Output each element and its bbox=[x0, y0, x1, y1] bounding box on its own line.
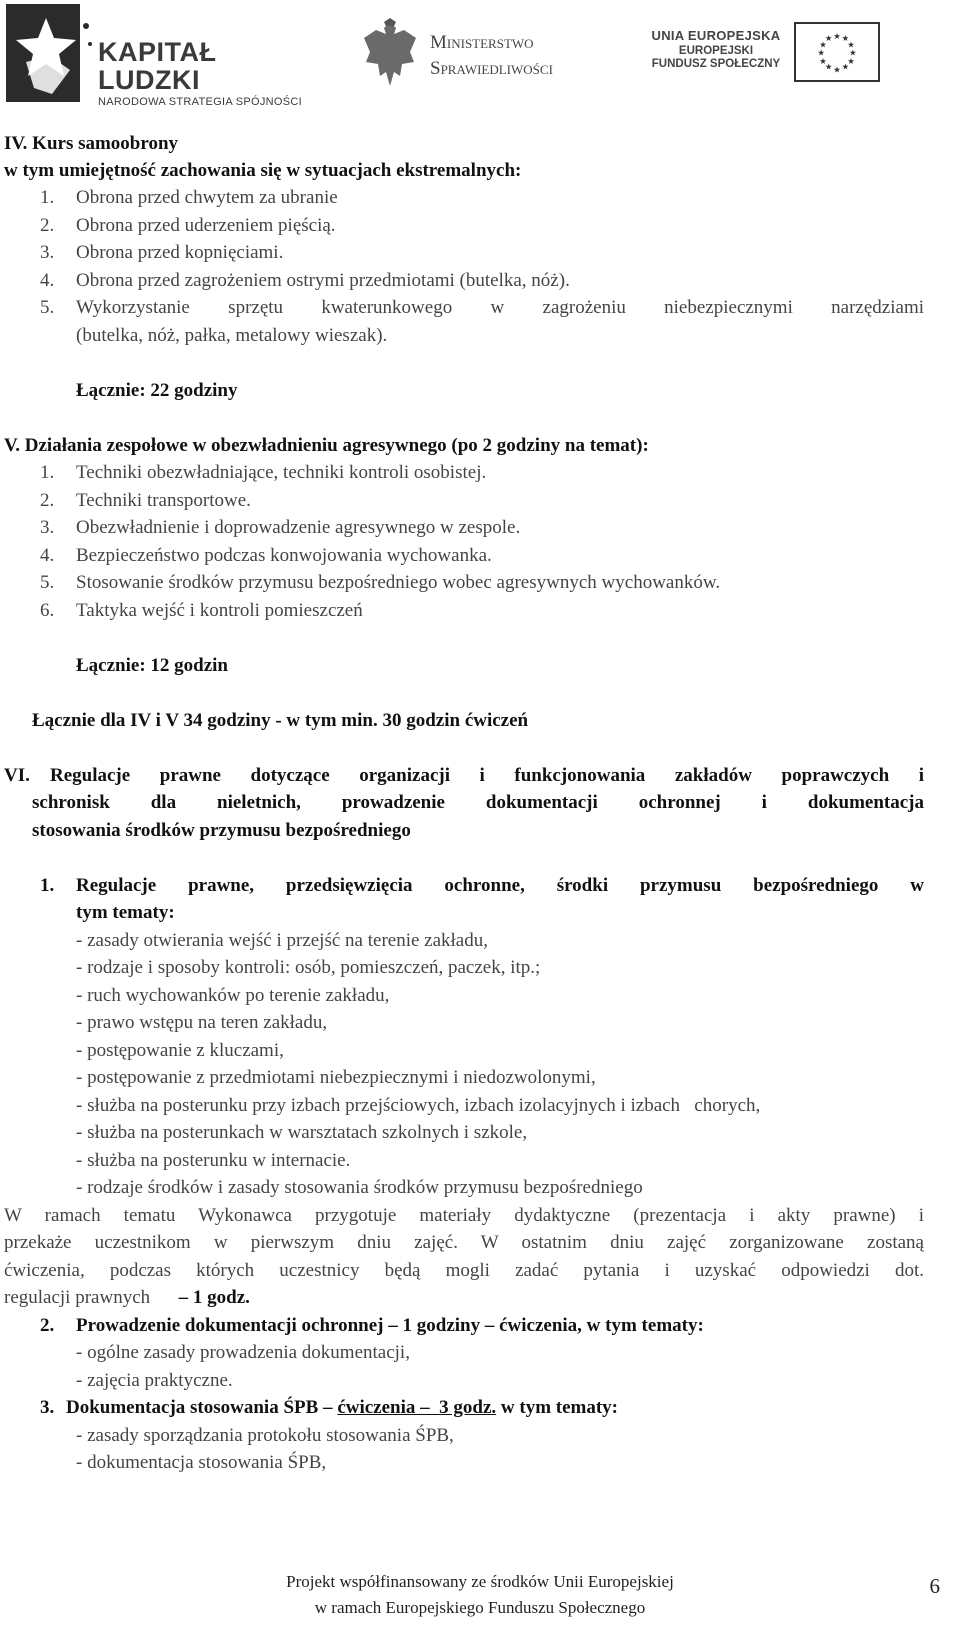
eu-logo bbox=[650, 22, 885, 88]
svg-text:★: ★ bbox=[833, 64, 841, 75]
svg-text:★: ★ bbox=[849, 47, 857, 58]
section-6-title-line-2: schronisk dla nieletnich, prowadzenie dokumentacji ochronnej i dokumentacja bbox=[32, 792, 924, 813]
bullet-item: - zasady otwierania wejść i przejść na terenie zakładu, bbox=[76, 930, 488, 951]
list-item: Obrona przed kopnięciami. bbox=[76, 242, 284, 263]
kapital-ludzki-subtitle: NARODOWA STRATEGIA SPÓJNOŚCI bbox=[98, 96, 302, 108]
subsection-3-title-main: Dokumentacja stosowania ŚPB – bbox=[66, 1397, 338, 1418]
paragraph-line-4-hours: – 1 godz. bbox=[178, 1287, 250, 1308]
eagle-emblem-icon bbox=[360, 18, 420, 90]
section-5-title: V. Działania zespołowe w obezwładnieniu agresywnego (po 2 godziny na temat): bbox=[4, 435, 649, 456]
list-item: Obrona przed zagrożeniem ostrymi przedmiotami (butelka, nóż). bbox=[76, 270, 570, 291]
eu-line-3: FUNDUSZ SPOŁECZNY bbox=[651, 58, 781, 70]
paragraph-line-3: ćwiczenia, podczas których uczestnicy będą mogli zadać pytania i uzyskać odpowiedzi dot. bbox=[4, 1260, 924, 1281]
list-item: Obrona przed uderzeniem pięścią. bbox=[76, 215, 336, 236]
svg-text:★: ★ bbox=[841, 32, 850, 43]
section-6-title-line-1: Regulacje prawne dotyczące organizacji i funkcjonowania zakładów poprawczych i bbox=[50, 765, 924, 786]
kapital-ludzki-star-icon bbox=[6, 4, 96, 102]
section-4-subtitle: w tym umiejętność zachowania się w sytuacjach ekstremalnych: bbox=[4, 160, 522, 181]
subsection-2-title: Prowadzenie dokumentacji ochronnej – 1 godziny – ćwiczenia, w tym tematy: bbox=[76, 1315, 704, 1336]
list-item-continuation: (butelka, nóż, pałka, metalowy wieszak). bbox=[76, 325, 388, 346]
list-item: Bezpieczeństwo podczas konwojowania wychowanka. bbox=[76, 545, 492, 566]
bullet-item: - dokumentacja stosowania ŚPB, bbox=[76, 1452, 327, 1473]
list-number: 4. bbox=[40, 545, 55, 566]
grand-total: Łącznie dla IV i V 34 godziny - w tym min. 30 godzin ćwiczeń bbox=[32, 710, 529, 731]
kapital-ludzki-name: KAPITAŁ LUDZKI bbox=[98, 37, 217, 95]
subsection-1-title-line-2: tym tematy: bbox=[76, 902, 175, 923]
kapital-ludzki-logo bbox=[6, 4, 306, 108]
subsection-3-title bbox=[66, 1394, 618, 1422]
footer-line-1: Projekt współfinansowany ze środków Unii Europejskiej bbox=[286, 1572, 674, 1591]
svg-text:★: ★ bbox=[824, 61, 833, 72]
section-6-number: VI. bbox=[4, 765, 30, 786]
list-item: Stosowanie środków przymusu bezpośredniego wobec agresywnych wychowanków. bbox=[76, 572, 721, 593]
svg-text:★: ★ bbox=[817, 47, 825, 58]
list-item: Taktyka wejść i kontroli pomieszczeń bbox=[76, 600, 363, 621]
bullet-item: - zasady sporządzania protokołu stosowania ŚPB, bbox=[76, 1425, 454, 1446]
svg-text:★: ★ bbox=[824, 32, 833, 43]
bullet-item: - rodzaje środków i zasady stosowania środków przymusu bezpośredniego bbox=[76, 1177, 643, 1198]
list-number: 1. bbox=[40, 462, 55, 483]
list-item: Techniki obezwładniające, techniki kontroli osobistej. bbox=[76, 462, 487, 483]
bullet-item: - służba na posterunku przy izbach przejściowych, izbach izolacyjnych i izbach chorych, bbox=[76, 1095, 761, 1116]
list-number: 5. bbox=[40, 297, 55, 318]
svg-text:★: ★ bbox=[819, 39, 827, 50]
subsection-3-number: 3. bbox=[40, 1397, 55, 1418]
list-item: Techniki transportowe. bbox=[76, 490, 251, 511]
svg-text:★: ★ bbox=[819, 56, 827, 67]
page-footer bbox=[0, 1572, 960, 1626]
bullet-item: - służba na posterunku w internacie. bbox=[76, 1150, 351, 1171]
page-header bbox=[0, 0, 960, 110]
ministry-line-1: Ministerstwo bbox=[430, 32, 534, 53]
svg-text:★: ★ bbox=[841, 61, 850, 72]
eu-wordmark bbox=[650, 28, 782, 70]
svg-text:★: ★ bbox=[847, 56, 855, 67]
list-item: Obezwładnienie i doprowadzenie agresywnego w zespole. bbox=[76, 517, 521, 538]
list-item: Obrona przed chwytem za ubranie bbox=[76, 187, 338, 208]
section-5-total: Łącznie: 12 godzin bbox=[76, 655, 228, 676]
ministry-name bbox=[430, 30, 553, 82]
section-6-title-line-3: stosowania środków przymusu bezpośredniego bbox=[32, 820, 411, 841]
svg-text:★: ★ bbox=[847, 39, 855, 50]
list-number: 1. bbox=[40, 187, 55, 208]
list-number: 2. bbox=[40, 490, 55, 511]
bullet-item: - postępowanie z przedmiotami niebezpiecznymi i niedozwolonymi, bbox=[76, 1067, 596, 1088]
section-4-total: Łącznie: 22 godziny bbox=[76, 380, 238, 401]
page-number: 6 bbox=[929, 1574, 940, 1598]
bullet-item: - rodzaje i sposoby kontroli: osób, pomieszczeń, paczek, itp.; bbox=[76, 957, 541, 978]
bullet-item: - zajęcia praktyczne. bbox=[76, 1370, 233, 1391]
kapital-ludzki-wordmark bbox=[98, 38, 306, 108]
eu-line-1: UNIA EUROPEJSKA bbox=[651, 28, 781, 43]
bullet-item: - postępowanie z kluczami, bbox=[76, 1040, 284, 1061]
svg-text:★: ★ bbox=[833, 30, 841, 41]
bullet-item: - prawo wstępu na teren zakładu, bbox=[76, 1012, 328, 1033]
bullet-item: - ruch wychowanków po terenie zakładu, bbox=[76, 985, 390, 1006]
paragraph-line-4-text: regulacji prawnych bbox=[4, 1287, 179, 1308]
paragraph-line-2: przekaże uczestnikom w pierwszym dniu zajęć. W ostatnim dniu zajęć zorganizowane zostaną bbox=[4, 1232, 924, 1253]
subsection-1-number: 1. bbox=[40, 875, 55, 896]
list-item: Wykorzystanie sprzętu kwaterunkowego w zagrożeniu niebezpiecznymi narzędziami bbox=[76, 297, 924, 318]
bullet-item: - ogólne zasady prowadzenia dokumentacji, bbox=[76, 1342, 410, 1363]
ministry-logo bbox=[360, 18, 610, 90]
footer-line-2: w ramach Europejskiego Funduszu Społecznego bbox=[314, 1598, 646, 1617]
list-number: 6. bbox=[40, 600, 55, 621]
paragraph-line-4 bbox=[4, 1284, 250, 1312]
paragraph-line-1: W ramach tematu Wykonawca przygotuje materiały dydaktyczne (prezentacja i akty prawne) i bbox=[4, 1205, 924, 1226]
subsection-3-title-tail: w tym tematy: bbox=[496, 1397, 619, 1418]
list-number: 5. bbox=[40, 572, 55, 593]
list-number: 3. bbox=[40, 517, 55, 538]
subsection-3-title-underlined: ćwiczenia – 3 godz. bbox=[337, 1397, 497, 1418]
list-number: 2. bbox=[40, 215, 55, 236]
list-number: 3. bbox=[40, 242, 55, 263]
subsection-1-title-line-1: Regulacje prawne, przedsięwzięcia ochronne, środki przymusu bezpośredniego w bbox=[76, 875, 924, 896]
list-number: 4. bbox=[40, 270, 55, 291]
eu-flag-icon bbox=[794, 22, 880, 82]
bullet-item: - służba na posterunkach w warsztatach szkolnych i szkole, bbox=[76, 1122, 528, 1143]
ministry-line-2: Sprawiedliwości bbox=[430, 58, 553, 79]
section-4-title: IV. Kurs samoobrony bbox=[4, 133, 179, 154]
subsection-2-number: 2. bbox=[40, 1315, 55, 1336]
eu-line-2: EUROPEJSKI bbox=[678, 45, 754, 57]
